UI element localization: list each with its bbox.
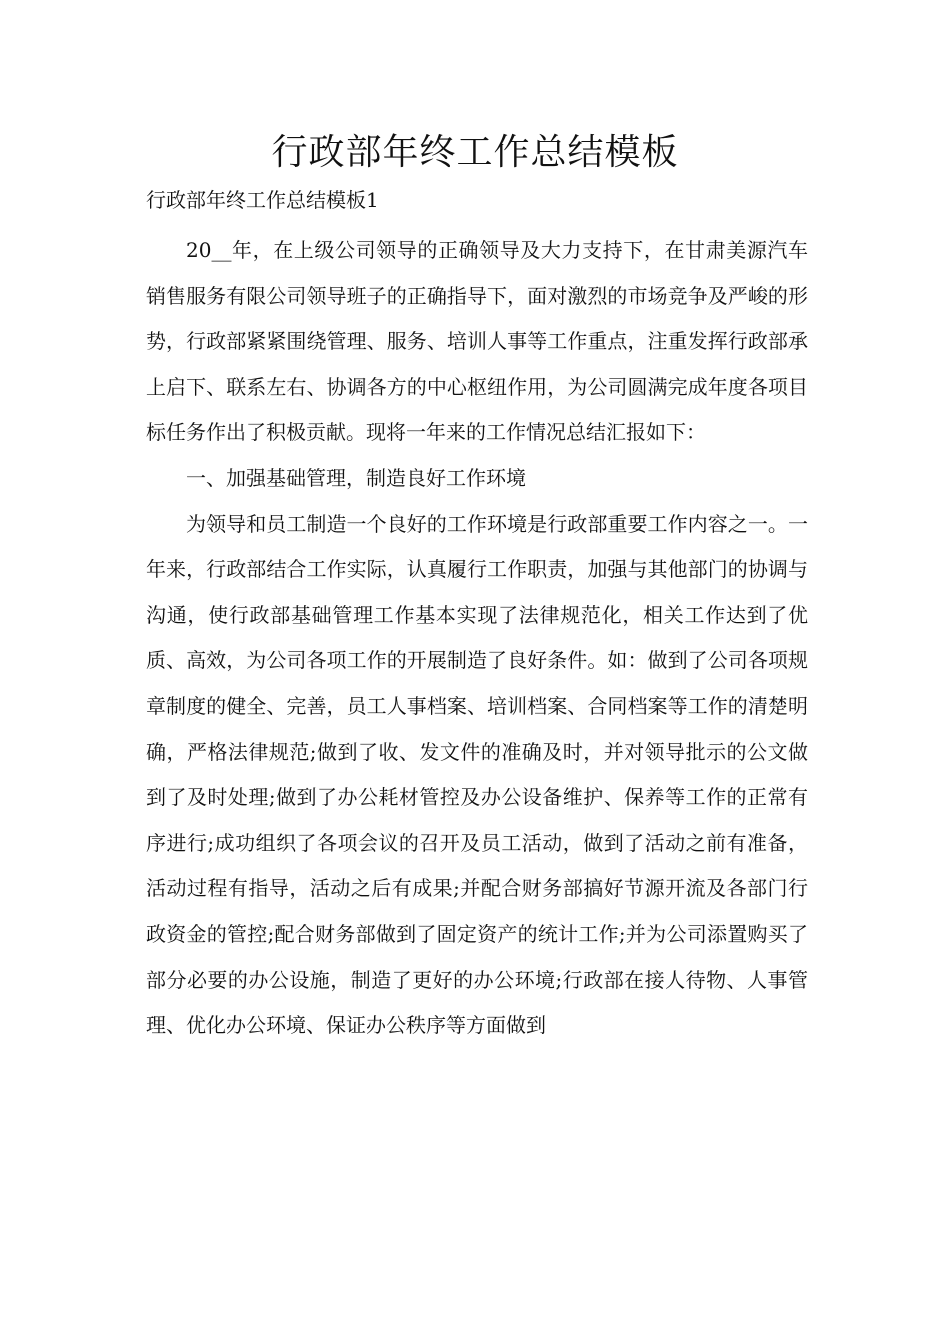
section-heading: 一、加强基础管理，制造良好工作环境	[186, 465, 526, 490]
paragraph-section-1: 为领导和员工制造一个良好的工作环境是行政部重要工作内容之一。一年来，行政部结合工作实际，认真履行工作职责，加强与其他部门的协调与沟通，使行政部基础管理工作基本实现了法律规范化，相关工作达到了优质、高效，为公司各项工作的开展制造了良好条件。如：做到了公司各项规章制度的健全、完善，员工人事档案、培训档案、合同档案等工作的清楚明确，严格法律规范;做到了收、发文件的准确及时，并对领导批示的公文做到了及时处理;做到了办公耗材管控及办公设备维护、保养等工作的正常有序进行;成功组织了各项会议的召开及员工活动，做到了活动之前有准备，活动过程有指导，活动之后有成果;并配合财务部搞好节源开流及各部门行政资金的管控;配合财务部做到了固定资产的统计工作;并为公司添置购买了部分必要的办公设施，制造了更好的办公环境;行政部在接人待物、人事管理、优化办公环境、保证办公秩序等方面做到	[146, 511, 808, 1038]
paragraph-intro: 20__年，在上级公司领导的正确领导及大力支持下，在甘肃美源汽车销售服务有限公司领导班子的正确指导下，面对激烈的市场竞争及严峻的形势，行政部紧紧围绕管理、服务、培训人事等工作重点，注重发挥行政部承上启下、联系左右、协调各方的中心枢纽作用，为公司圆满完成年度各项目标任务作出了积极贡献。现将一年来的工作情况总结汇报如下：	[146, 238, 808, 445]
document-title: 行政部年终工作总结模板	[271, 132, 679, 173]
document-body	[146, 228, 808, 1049]
document-subtitle: 行政部年终工作总结模板1	[146, 188, 379, 212]
